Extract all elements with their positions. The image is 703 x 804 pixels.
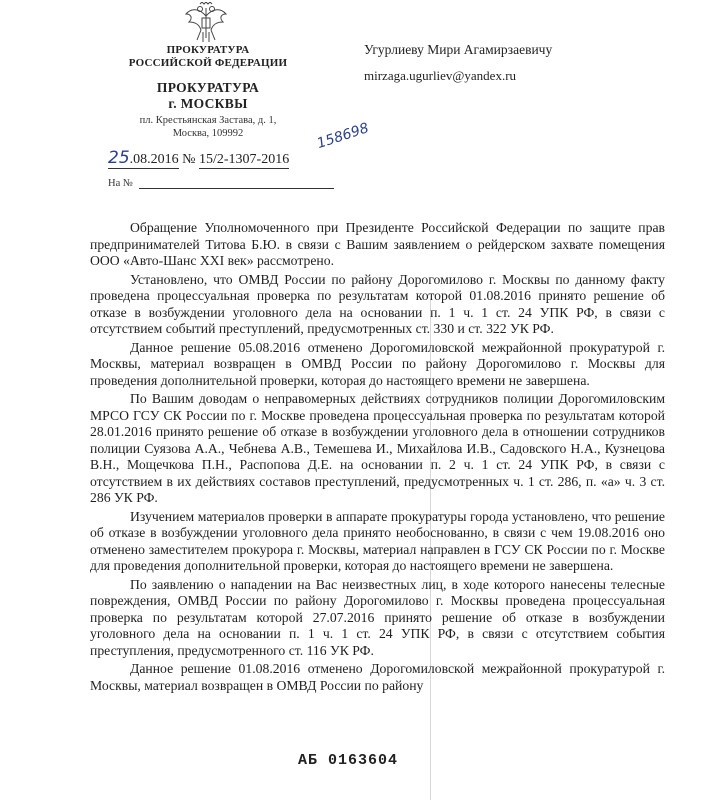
date-rest: .08.2016	[129, 152, 179, 167]
outgoing-date-number	[108, 148, 289, 169]
org-name-moscow	[118, 80, 298, 112]
org-line-3: ПРОКУРАТУРА	[156, 80, 260, 95]
body-paragraph-4: По Вашим доводам о неправомерных действиях сотрудников полиции Дорогомиловским МРСО ГСУ СК России по г. Москве проведена процессуальная проверка по результатам которой 28.01.2016 принято решение об отказе в возбуждении уголовного дела в отношении сотрудников полиции Суязова А.А., Чебнева А.В., Темешева И., Михайлова И.В., Садовского Н.А., Кузнецова В.Н., Мощечкова П.Н., Распопова Д.Е. на основании п. 2 ч. 1 ст. 24 УПК РФ, в связи с отсутствием в их действиях составов преступлений, предусмотренных ч. 1 ст. 286, п. «а» ч. 3 ст. 286 УК РФ.	[90, 391, 665, 505]
recipient-email: mirzaga.ugurliev@yandex.ru	[364, 68, 517, 83]
reference-label: На №	[108, 178, 133, 189]
org-name-federal	[108, 44, 308, 70]
date-field	[108, 148, 179, 169]
outgoing-number: 15/2-1307-2016	[199, 152, 290, 167]
form-serial-number: АБ 0163604	[298, 752, 399, 769]
body-paragraph-6: По заявлению о нападении на Вас неизвестных лиц, в ходе которого нанесены телесные повреждения, ОМВД России по району Дорогомилово г. Москвы проведена процессуальная проверка по результатам которой 27.07.2016 принято решение об отказе в возбуждении уголовного дела на основании п. 1 ч. 1 ст. 24 УПК РФ, в связи с отсутствием события преступления, предусмотренного ст. 116 УК РФ.	[90, 576, 665, 658]
number-label: №	[182, 152, 196, 167]
letter-body	[90, 220, 665, 696]
org-address	[118, 114, 298, 140]
org-line-2: РОССИЙСКОЙ ФЕДЕРАЦИИ	[128, 57, 288, 69]
registration-number-handwritten: 158698	[315, 120, 371, 152]
reference-blank	[139, 188, 334, 189]
double-headed-eagle-icon	[183, 2, 229, 44]
recipient-name: Угурлиеву Мири Агамирзаевичу	[364, 42, 553, 57]
body-paragraph-3: Данное решение 05.08.2016 отменено Дорогомиловской межрайонной прокуратурой г. Москвы, материал возвращен в ОМВД России по району Дорогомилово г. Москвы для проведения дополнительной проверки, которая до настоящего времени не завершена.	[90, 339, 665, 388]
org-line-1: ПРОКУРАТУРА	[166, 44, 250, 56]
address-line-2: Москва, 109992	[172, 128, 244, 139]
body-paragraph-5: Изучением материалов проверки в аппарате прокуратуры города установлено, что решение об отказе в возбуждении уголовного дела принято необоснованно, в связи с чем 19.08.2016 оно отменено заместителем прокурора г. Москвы, материал направлен в ГСУ СК России по г. Москве для проведения дополнительной проверки, которая до настоящего времени не завершена.	[90, 508, 665, 573]
body-paragraph-1: Обращение Уполномоченного при Президенте Российской Федерации по защите прав предпринимателей Титова Б.Ю. в связи с Вашим заявлением о рейдерском захвате помещения ООО «Авто-Шанс XXI век» рассмотрено.	[90, 220, 665, 268]
date-day-handwritten: 25	[108, 148, 130, 168]
body-paragraph-7: Данное решение 01.08.2016 отменено Дорогомиловской межрайонной прокуратурой г. Москвы, материал возвращен в ОМВД России по району	[90, 661, 665, 693]
reference-line	[108, 178, 334, 189]
org-line-4: г. МОСКВЫ	[168, 96, 248, 111]
address-line-1: пл. Крестьянская Застава, д. 1,	[139, 115, 277, 126]
body-paragraph-2: Установлено, что ОМВД России по району Дорогомилово г. Москвы по данному факту проведена процессуальная проверка по результатам которой 01.08.2016 принято решение об отказе в возбуждении уголовного дела на основании п. 1 ч. 1 ст. 24 УПК РФ, в связи с отсутствием событий преступлений, предусмотренных ст. 330 и ст. 322 УК РФ.	[90, 271, 665, 336]
